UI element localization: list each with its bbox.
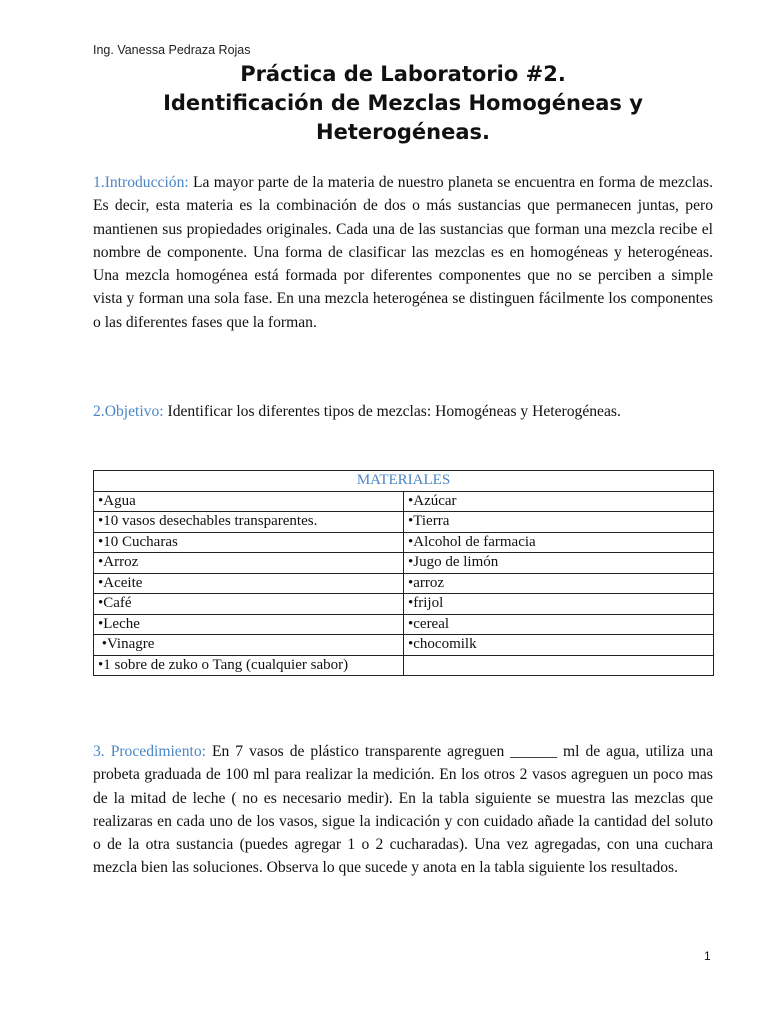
procedure-heading: 3. Procedimiento:: [93, 743, 206, 760]
title-line-2: Identificación de Mezclas Homogéneas y: [163, 91, 643, 115]
material-cell: •chocomilk: [404, 635, 714, 656]
materials-table: [93, 470, 714, 676]
introduction-heading: 1.Introducción:: [93, 174, 189, 191]
material-cell: •1 sobre de zuko o Tang (cualquier sabor): [94, 655, 404, 676]
material-cell: •10 vasos desechables transparentes.: [94, 512, 404, 533]
table-row: [94, 532, 714, 553]
material-cell: •Leche: [94, 614, 404, 635]
page-number: 1: [704, 949, 711, 963]
material-cell: •Jugo de limón: [404, 553, 714, 574]
material-cell: •Arroz: [94, 553, 404, 574]
document-title: [93, 60, 713, 147]
author-name: Ing. Vanessa Pedraza Rojas: [93, 43, 251, 57]
table-row: [94, 594, 714, 615]
materials-header: MATERIALES: [94, 471, 714, 492]
material-cell: •Alcohol de farmacia: [404, 532, 714, 553]
material-cell: •Vinagre: [94, 635, 404, 656]
introduction-paragraph: [93, 171, 713, 334]
introduction-text: La mayor parte de la materia de nuestro planeta se encuentra en forma de mezclas. Es decir, esta materia es la combinación de dos o más sustancias que permanecen juntas, pero mantienen sus propiedades originales. Cada una de las sustancias que forman una mezcla recibe el nombre de componente. Una forma de clasificar las mezclas es en homogéneas y heterogéneas. Una mezcla homogénea está formada por diferentes componentes que no se perciben a simple vista y forman una sola fase. En una mezcla heterogénea se distinguen fácilmente los componentes o las diferentes fases que la forman.: [93, 174, 713, 331]
material-cell: •Azúcar: [404, 491, 714, 512]
material-cell: •Aceite: [94, 573, 404, 594]
materials-header-row: [94, 471, 714, 492]
material-cell: •frijol: [404, 594, 714, 615]
objective-text: Identificar los diferentes tipos de mezclas: Homogéneas y Heterogéneas.: [163, 403, 621, 420]
objective-paragraph: [93, 400, 713, 423]
table-row: [94, 655, 714, 676]
table-row: [94, 491, 714, 512]
material-cell: •Agua: [94, 491, 404, 512]
table-row: [94, 614, 714, 635]
table-row: [94, 553, 714, 574]
table-row: [94, 635, 714, 656]
table-row: [94, 573, 714, 594]
objective-heading: 2.Objetivo:: [93, 403, 164, 420]
procedure-text: En 7 vasos de plástico transparente agreguen ______ ml de agua, utiliza una probeta graduada de 100 ml para realizar la medición. En los otros 2 vasos agreguen un poco mas de la mitad de leche ( no es necesario medir). En la tabla siguiente se muestra las mezclas que realizaras en cada uno de los vasos, sigue la indicación y con cuidado añade la cantidad del soluto o de la otra sustancia (puedes agregar 1 o 2 cucharadas). Una vez agregadas, con una cuchara mezcla bien las soluciones. Observa lo que sucede y anota en la tabla siguiente los resultados.: [93, 743, 713, 877]
procedure-paragraph: [93, 740, 713, 880]
material-cell: •10 Cucharas: [94, 532, 404, 553]
title-line-3: Heterogéneas.: [316, 120, 490, 144]
title-line-1: Práctica de Laboratorio #2.: [240, 62, 566, 86]
material-cell: •Tierra: [404, 512, 714, 533]
material-cell-empty: [404, 655, 714, 676]
material-cell: •Café: [94, 594, 404, 615]
material-cell: •cereal: [404, 614, 714, 635]
material-cell: •arroz: [404, 573, 714, 594]
table-row: [94, 512, 714, 533]
